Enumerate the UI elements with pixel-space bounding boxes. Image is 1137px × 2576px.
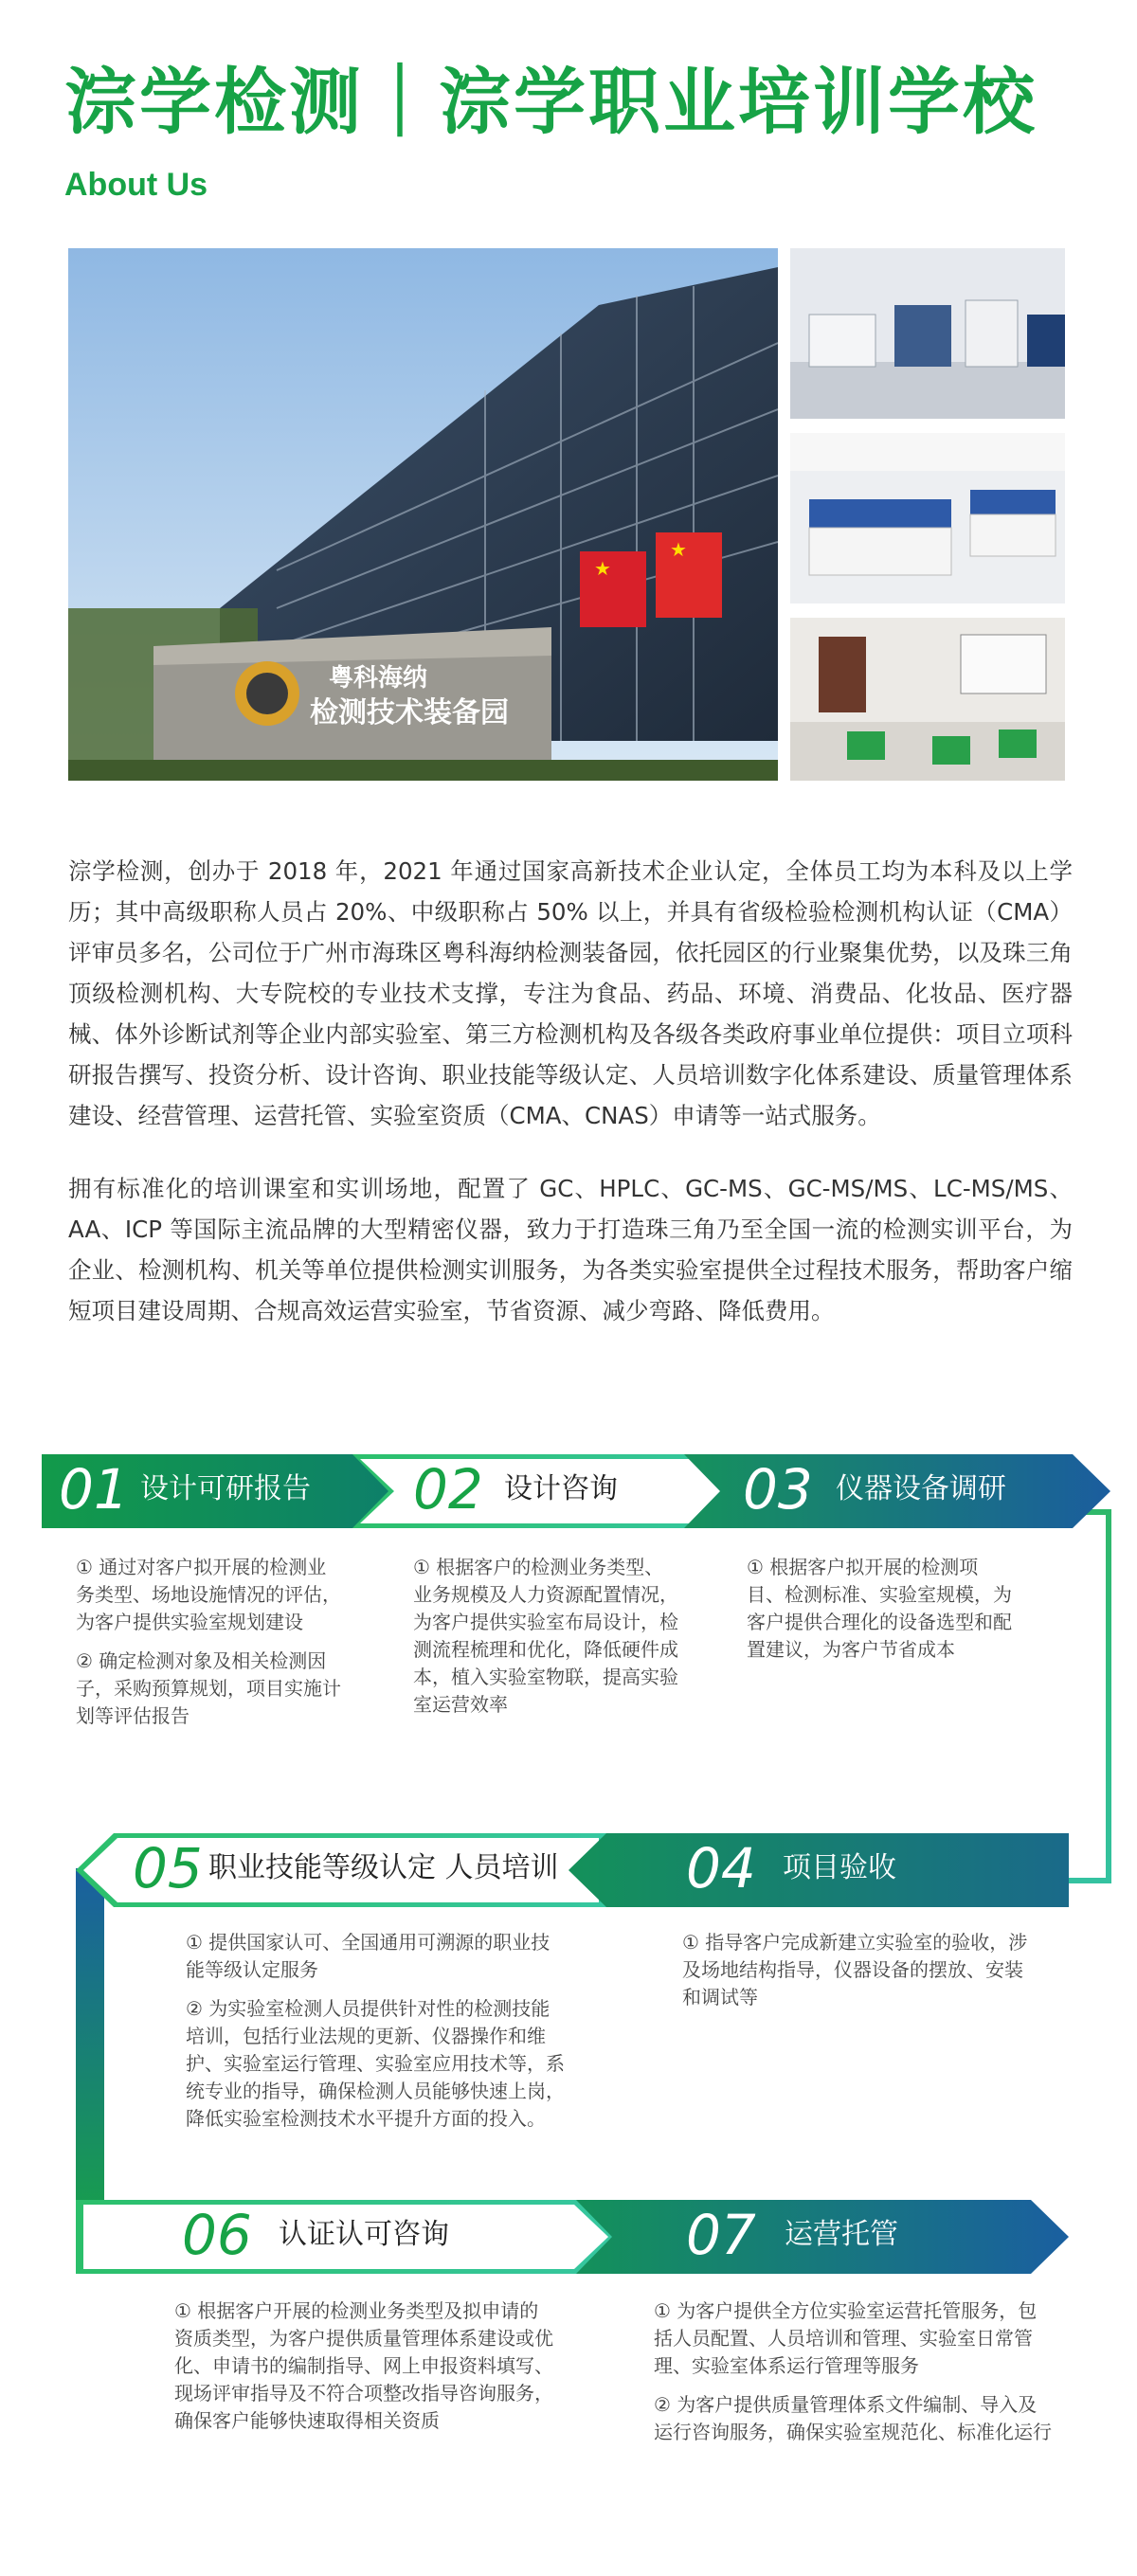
service-07-desc [654, 2297, 1052, 2458]
service-01-item: ② 确定检测对象及相关检测因子，采购预算规划，项目实施计划等评估报告 [76, 1649, 341, 1727]
service-04-band [568, 1833, 1069, 1907]
service-04-number: 04 [686, 1836, 756, 1900]
service-03-item: ① 根据客户拟开展的检测项目、检测标准、实验室规模，为客户提供合理化的设备选型和配置建议，为客户节省成本 [747, 1556, 1012, 1661]
building-sign-line2: 检测技术装备园 [310, 696, 509, 730]
service-02-desc [413, 1554, 678, 1730]
service-02-item: ① 根据客户的检测业务类型、业务规模及人力资源配置情况，为客户提供实验室布局设计，检测流程梳理和优化，降低硬件成本，植入实验室物联，提高实验室运营效率 [413, 1556, 678, 1716]
service-06-desc [174, 2297, 553, 2446]
service-01-band [42, 1454, 397, 1528]
service-05-item: ② 为实验室检测人员提供针对性的检测技能培训，包括行业法规的更新、仪器操作和维护、实验室运行管理、实验室应用技术等，系统专业的指导，确保检测人员能够快速上岗，降低实验室检测技术水平提升方面的投入。 [186, 1997, 565, 2130]
service-01-label: 设计可研报告 [140, 1472, 311, 1505]
service-07-band [576, 2200, 1069, 2274]
service-07-label: 运营托管 [785, 2218, 898, 2251]
service-06-number: 06 [182, 2203, 252, 2267]
service-05-number: 05 [133, 1836, 203, 1900]
service-03-band [684, 1454, 1110, 1528]
service-05-label: 职业技能等级认定 人员培训 [208, 1851, 559, 1884]
service-02-band [352, 1454, 731, 1528]
intro-paragraph-2: 拥有标准化的培训课室和实训场地，配置了 GC、HPLC、GC-MS、GC-MS/MS、LC-MS/MS、AA、ICP 等国际主流品牌的大型精密仪器，致力于打造珠三角乃至全国一流的检测实训平台，为企业、检测机构、机关等单位提供检测实训服务，为各类实验室提供全过程技术服务，帮助客户缩短项目建设周期、合规高效运营实验室，节省资源、减少弯路、降低费用。 [68, 1175, 1073, 1324]
service-01-item: ① 通过对客户拟开展的检测业务类型、场地设施情况的评估，为客户提供实验室规划建设 [76, 1556, 341, 1633]
service-05-desc [186, 1929, 565, 2144]
service-06-item: ① 根据客户开展的检测业务类型及拟申请的资质类型，为客户提供质量管理体系建设或优化、申请书的编制指导、网上申报资料填写、现场评审指导及不符合项整改指导咨询服务，确保客户能够快速取得相关资质 [174, 2299, 553, 2432]
service-02-label: 设计咨询 [504, 1472, 618, 1505]
service-02-number: 02 [413, 1457, 483, 1522]
intro-paragraph-1: 淙学检测，创办于 2018 年，2021 年通过国家高新技术企业认定，全体员工均为本科及以上学历；其中高级职称人员占 20%、中级职称占 50% 以上，并具有省级检验检测机构认证（CMA）评审员多名，公司位于广州市海珠区粤科海纳检测装备园，依托园区的行业聚集优势，以及珠三角顶级检测机构、大专院校的专业技术支撑，专注为食品、药品、环境、消费品、化妆品、医疗器械、体外诊断试剂等企业内部实验室、第三方检测机构及各级各类政府事业单位提供：项目立项科研报告撰写、投资分析、设计咨询、职业技能等级认定、人员培训数字化体系建设、质量管理体系建设、经营管理、运营托管、实验室资质（CMA、CNAS）申请等一站式服务。 [68, 857, 1073, 1129]
service-06-label: 认证认可咨询 [279, 2218, 449, 2251]
service-07-number: 07 [686, 2203, 756, 2267]
service-03-number: 03 [743, 1457, 813, 1522]
service-04-item: ① 指导客户完成新建立实验室的验收，涉及场地结构指导，仪器设备的摆放、安装和调试等 [682, 1931, 1028, 2009]
service-01-desc [76, 1554, 341, 1741]
service-07-item: ① 为客户提供全方位实验室运营托管服务，包括人员配置、人员培训和管理、实验室日常管理、实验室体系运行管理等服务 [654, 2299, 1038, 2377]
service-03-desc [747, 1554, 1012, 1675]
service-06-band [76, 2200, 616, 2274]
page-title: 淙学检测｜淙学职业培训学校 [64, 60, 1038, 144]
svg-text:★: ★ [670, 538, 687, 561]
svg-text:★: ★ [594, 557, 611, 580]
service-07-item: ② 为客户提供质量管理体系文件编制、导入及运行咨询服务，确保实验室规范化、标准化运行 [654, 2393, 1052, 2443]
service-04-label: 项目验收 [783, 1851, 896, 1884]
service-01-number: 01 [59, 1457, 129, 1522]
building-sign-line1: 粤科海纳 [329, 664, 428, 693]
page-subtitle: About Us [64, 167, 208, 203]
service-03-label: 仪器设备调研 [836, 1472, 1006, 1505]
service-05-item: ① 提供国家认可、全国通用可溯源的职业技能等级认定服务 [186, 1931, 550, 1981]
service-04-desc [682, 1929, 1033, 2023]
service-05-band [76, 1833, 606, 1907]
